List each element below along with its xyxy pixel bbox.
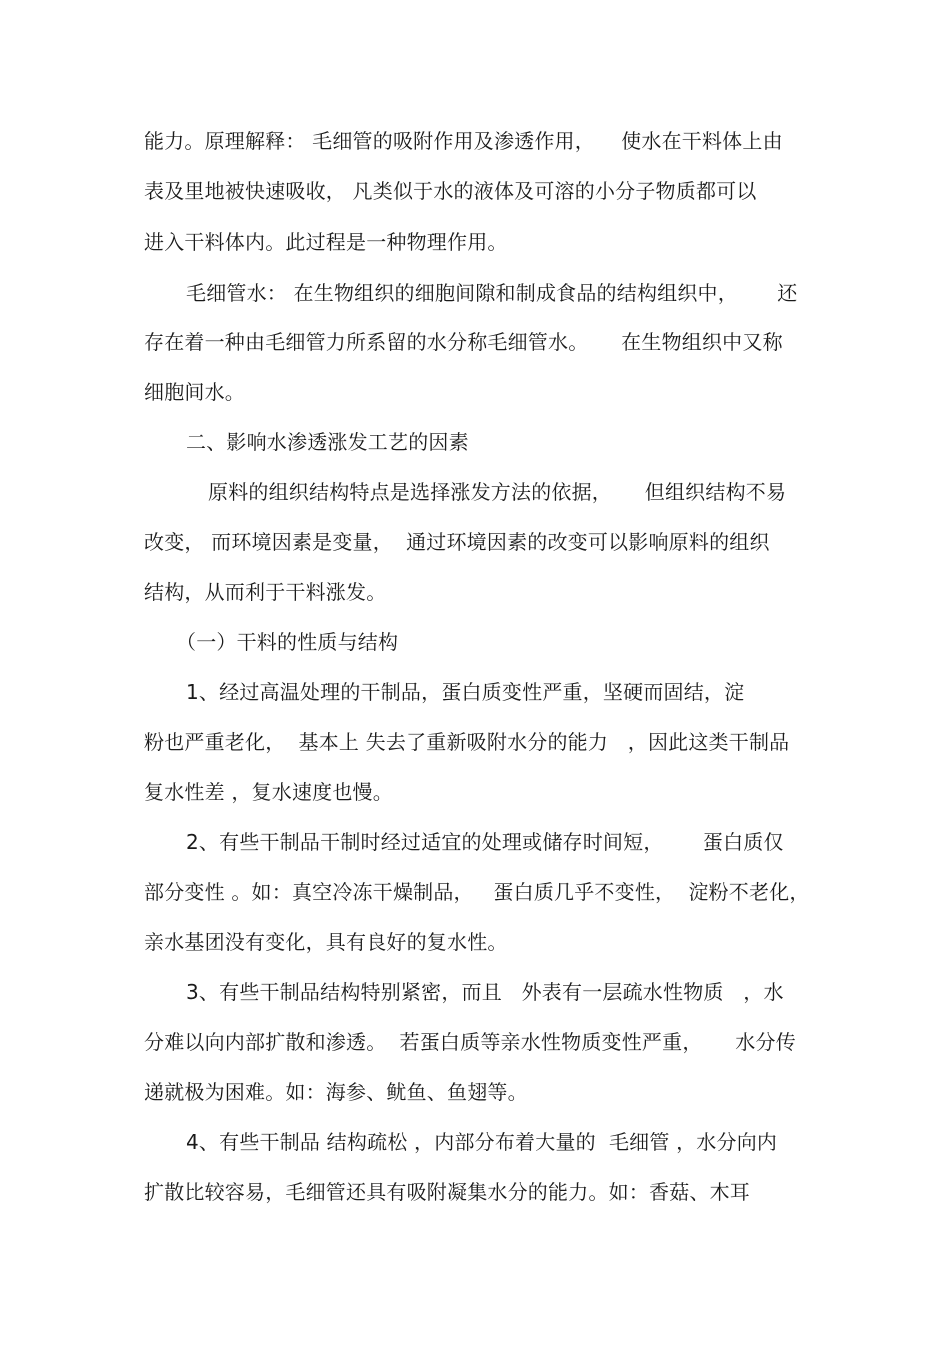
text-line-16: 部分变性 。如：真空冷冻干燥制品， 蛋白质几乎不变性， 淀粉不老化，: [144, 880, 810, 904]
text-line-21: 4、有些干制品 结构疏松 ，内部分布着大量的 毛细管 ，水分向内: [186, 1130, 778, 1154]
text-line-4: 毛细管水： 在生物组织的细胞间隙和制成食品的结构组织中， 还: [186, 281, 798, 305]
text-line-19: 分难以向内部扩散和渗透。 若蛋白质等亲水性物质变性严重， 水分传: [144, 1030, 796, 1054]
text-line-22: 扩散比较容易，毛细管还具有吸附凝集水分的能力。如：香菇、木耳: [144, 1180, 750, 1204]
text-line-17: 亲水基团没有变化，具有良好的复水性。: [144, 930, 508, 954]
text-line-14: 复水性差 ，复水速度也慢。: [144, 780, 393, 804]
text-line-9: 改变， 而环境因素是变量， 通过环境因素的改变可以影响原料的组织: [144, 530, 770, 554]
text-line-1: 能力。原理解释： 毛细管的吸附作用及渗透作用， 使水在干料体上由: [144, 129, 783, 153]
text-line-12: 1、经过高温处理的干制品，蛋白质变性严重，坚硬而固结，淀: [186, 680, 745, 704]
text-line-13: 粉也严重老化， 基本上 失去了重新吸附水分的能力 ，因此这类干制品: [144, 730, 790, 754]
text-line-10: 结构，从而利于干料涨发。: [144, 580, 387, 604]
text-line-20: 递就极为困难。如：海参、鱿鱼、鱼翅等。: [144, 1080, 528, 1104]
section-heading: 二、影响水渗透涨发工艺的因素: [186, 430, 469, 454]
text-line-18: 3、有些干制品结构特别紧密，而且 外表有一层疏水性物质 ，水: [186, 980, 784, 1004]
text-line-8: 原料的组织结构特点是选择涨发方法的依据， 但组织结构不易: [208, 480, 787, 504]
text-line-3: 进入干料体内。此过程是一种物理作用。: [144, 230, 508, 254]
text-line-6: 细胞间水。: [144, 380, 245, 404]
subsection-heading: （一）干料的性质与结构: [176, 630, 399, 654]
text-line-5: 存在着一种由毛细管力所系留的水分称毛细管水。 在生物组织中又称: [144, 330, 783, 354]
text-line-2: 表及里地被快速吸收， 凡类似于水的液体及可溶的小分子物质都可以: [144, 179, 757, 203]
text-line-15: 2、有些干制品干制时经过适宜的处理或储存时间短， 蛋白质仅: [186, 830, 784, 854]
